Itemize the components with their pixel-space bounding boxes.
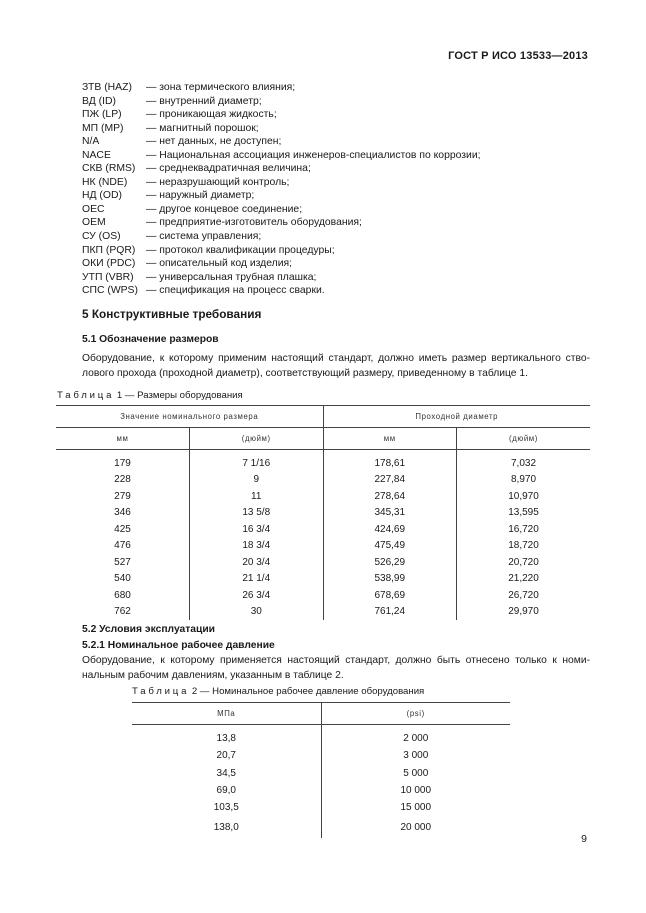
abbreviation-item bbox=[82, 203, 481, 217]
section-5-2-1-title: 5.2.1 Номинальное рабочее давление bbox=[82, 640, 275, 651]
section-5-title: 5 Конструктивные требования bbox=[82, 307, 262, 321]
table-cell: 10 000 bbox=[400, 785, 432, 797]
table-cell: 16 3/4 bbox=[190, 521, 324, 538]
abbreviation-list bbox=[82, 81, 481, 298]
abbreviation-item bbox=[82, 284, 481, 298]
table-cell: 34,5 bbox=[132, 765, 321, 782]
table-1-sub-header: (дюйм) bbox=[190, 428, 324, 450]
table-row bbox=[56, 450, 590, 472]
table-cell: 103,5 bbox=[132, 799, 321, 816]
table-cell: 29,970 bbox=[508, 606, 539, 618]
table-row bbox=[56, 472, 590, 489]
table-cell: 7,032 bbox=[510, 457, 537, 469]
abbreviation-item bbox=[82, 257, 481, 271]
abbreviation-description: — система управления; bbox=[146, 231, 262, 243]
abbreviation-term: OEM bbox=[82, 217, 106, 229]
table-1-sub-header: мм bbox=[323, 428, 457, 450]
abbreviation-item bbox=[82, 271, 481, 285]
table-cell: 138,0 bbox=[132, 816, 321, 838]
table-row bbox=[132, 725, 510, 748]
table-cell: 278,64 bbox=[323, 488, 457, 505]
table-cell: 20 3/4 bbox=[190, 554, 324, 571]
abbreviation-description: — универсальная трубная плашка; bbox=[146, 271, 317, 283]
abbreviation-description: — другое концевое соединение; bbox=[146, 203, 303, 215]
abbreviation-item bbox=[82, 135, 481, 149]
abbreviation-item bbox=[82, 216, 481, 230]
table-row bbox=[132, 799, 510, 816]
table-2-caption bbox=[132, 686, 424, 697]
abbreviation-description: — среднеквадратичная величина; bbox=[146, 163, 311, 175]
abbreviation-item bbox=[82, 108, 481, 122]
page-number: 9 bbox=[581, 833, 587, 845]
table-cell: 345,31 bbox=[323, 505, 457, 522]
table-row bbox=[132, 747, 510, 764]
table-row bbox=[56, 587, 590, 604]
table-cell: 227,84 bbox=[323, 472, 457, 489]
table-cell: 425 bbox=[56, 521, 190, 538]
table-cell: 346 bbox=[56, 505, 190, 522]
table-cell: 476 bbox=[56, 538, 190, 555]
abbreviation-description: — Национальная ассоциация инженеров-специалистов по коррозии; bbox=[146, 149, 481, 161]
abbreviation-item bbox=[82, 230, 481, 244]
table-cell: 538,99 bbox=[323, 571, 457, 588]
table-cell: 475,49 bbox=[323, 538, 457, 555]
table-cell: 13,8 bbox=[132, 725, 321, 748]
table-cell: 424,69 bbox=[323, 521, 457, 538]
abbreviation-description: — спецификация на процесс сварки. bbox=[146, 285, 325, 297]
table-cell: 527 bbox=[56, 554, 190, 571]
table-cell: 10,970 bbox=[508, 490, 539, 502]
table-cell: 26 3/4 bbox=[190, 587, 324, 604]
table-cell: 678,69 bbox=[323, 587, 457, 604]
table-2-caption-label: Таблица bbox=[132, 686, 190, 697]
table-cell: 13 5/8 bbox=[190, 505, 324, 522]
table-cell: 20 000 bbox=[400, 821, 432, 833]
abbreviation-item bbox=[82, 95, 481, 109]
table-2-pressure bbox=[132, 702, 510, 838]
abbreviation-description: — описательный код изделия; bbox=[146, 258, 293, 270]
abbreviation-term: НК (NDE) bbox=[82, 176, 128, 188]
table-cell: 5 000 bbox=[403, 767, 429, 779]
table-row bbox=[56, 505, 590, 522]
abbreviation-item bbox=[82, 162, 481, 176]
table-cell: 21 1/4 bbox=[190, 571, 324, 588]
table-cell: 7 1/16 bbox=[190, 450, 324, 472]
table-cell: 15 000 bbox=[400, 802, 432, 814]
table-row bbox=[56, 604, 590, 621]
table-cell: 762 bbox=[56, 604, 190, 621]
abbreviation-term: УТП (VBR) bbox=[82, 271, 134, 283]
table-cell: 13,595 bbox=[508, 507, 539, 519]
table-row bbox=[56, 538, 590, 555]
table-2-caption-text: 2 — Номинальное рабочее давление оборудования bbox=[191, 686, 425, 697]
abbreviation-item bbox=[82, 81, 481, 95]
table-cell: 18 3/4 bbox=[190, 538, 324, 555]
abbreviation-item bbox=[82, 189, 481, 203]
table-cell: 526,29 bbox=[323, 554, 457, 571]
table-cell: 11 bbox=[190, 488, 324, 505]
abbreviation-term: СУ (OS) bbox=[82, 231, 121, 243]
abbreviation-term: МП (MP) bbox=[82, 122, 124, 134]
table-cell: 2 000 bbox=[403, 733, 429, 745]
section-5-2-title: 5.2 Условия эксплуатации bbox=[82, 624, 216, 635]
table-row bbox=[56, 554, 590, 571]
abbreviation-term: ОКИ (PDC) bbox=[82, 258, 136, 270]
abbreviation-description: — проникающая жидкость; bbox=[146, 109, 277, 121]
table-1-caption-label: Таблица bbox=[57, 390, 115, 401]
abbreviation-description: — наружный диаметр; bbox=[146, 190, 255, 202]
table-cell: 3 000 bbox=[403, 750, 429, 762]
table-1-caption-text: 1 — Размеры оборудования bbox=[116, 390, 243, 401]
table-row bbox=[56, 571, 590, 588]
abbreviation-description: — предприятие-изготовитель оборудования; bbox=[146, 217, 362, 229]
table-row bbox=[132, 816, 510, 838]
abbreviation-description: — нет данных, не доступен; bbox=[146, 136, 282, 148]
table-cell: 8,970 bbox=[510, 474, 537, 486]
table-cell: 20,720 bbox=[508, 556, 539, 568]
table-cell: 26,720 bbox=[508, 589, 539, 601]
table-row bbox=[132, 765, 510, 782]
table-cell: 179 bbox=[56, 450, 190, 472]
abbreviation-term: ПЖ (LP) bbox=[82, 109, 122, 121]
abbreviation-item bbox=[82, 244, 481, 258]
document-code: ГОСТ Р ИСО 13533—2013 bbox=[448, 50, 588, 62]
table-2-header: МПа bbox=[132, 703, 321, 725]
table-cell: 178,61 bbox=[323, 450, 457, 472]
abbreviation-term: СПС (WPS) bbox=[82, 285, 138, 297]
abbreviation-description: — неразрушающий контроль; bbox=[146, 176, 290, 188]
table-cell: 9 bbox=[190, 472, 324, 489]
table-cell: 18,720 bbox=[508, 540, 539, 552]
abbreviation-description: — протокол квалификации процедуры; bbox=[146, 244, 335, 256]
abbreviation-term: N/A bbox=[82, 136, 100, 148]
table-cell: 30 bbox=[190, 604, 324, 621]
section-5-2-1-text: Оборудование, к которому применяется настоящий стандарт, должно быть отнесено только к номи-нальным рабочим давлениям, указанным в таблице 2. bbox=[82, 655, 590, 681]
abbreviation-item bbox=[82, 122, 481, 136]
abbreviation-term: NACE bbox=[82, 149, 111, 161]
table-cell: 69,0 bbox=[132, 782, 321, 799]
table-1-sub-header: мм bbox=[56, 428, 190, 450]
abbreviation-term: НД (OD) bbox=[82, 190, 122, 202]
abbreviation-term: ЗТВ (HAZ) bbox=[82, 82, 132, 93]
table-row bbox=[56, 521, 590, 538]
abbreviation-term: ВД (ID) bbox=[82, 95, 116, 107]
table-cell: 16,720 bbox=[508, 523, 539, 535]
abbreviation-description: — магнитный порошок; bbox=[146, 122, 259, 134]
abbreviation-description: — внутренний диаметр; bbox=[146, 95, 262, 107]
table-cell: 680 bbox=[56, 587, 190, 604]
table-cell: 540 bbox=[56, 571, 190, 588]
table-cell: 279 bbox=[56, 488, 190, 505]
table-1-group-header: Проходной диаметр bbox=[323, 406, 590, 428]
abbreviation-item bbox=[82, 176, 481, 190]
section-5-1-title: 5.1 Обозначение размеров bbox=[82, 334, 219, 345]
table-cell: 20,7 bbox=[132, 747, 321, 764]
table-1-group-header: Значение номинального размера bbox=[56, 406, 323, 428]
table-2-header: (psi) bbox=[321, 703, 510, 725]
abbreviation-term: СКВ (RMS) bbox=[82, 163, 136, 175]
abbreviation-description: — зона термического влияния; bbox=[146, 82, 296, 93]
table-1-dimensions bbox=[56, 405, 590, 620]
section-5-1-text: Оборудование, к которому применим настоящий стандарт, должно иметь размер вертикального ство-лового прохода (проходной диаметр), соответствующий размеру, приведенному в таблице 1. bbox=[82, 353, 590, 379]
table-row bbox=[56, 488, 590, 505]
abbreviation-term: ПКП (PQR) bbox=[82, 244, 136, 256]
abbreviation-term: OEC bbox=[82, 203, 105, 215]
table-1-caption bbox=[57, 390, 243, 401]
table-cell: 761,24 bbox=[323, 604, 457, 621]
table-cell: 228 bbox=[56, 472, 190, 489]
table-cell: 21,220 bbox=[508, 573, 539, 585]
table-row bbox=[132, 782, 510, 799]
abbreviation-item bbox=[82, 149, 481, 163]
table-1-sub-header: (дюйм) bbox=[457, 428, 591, 450]
